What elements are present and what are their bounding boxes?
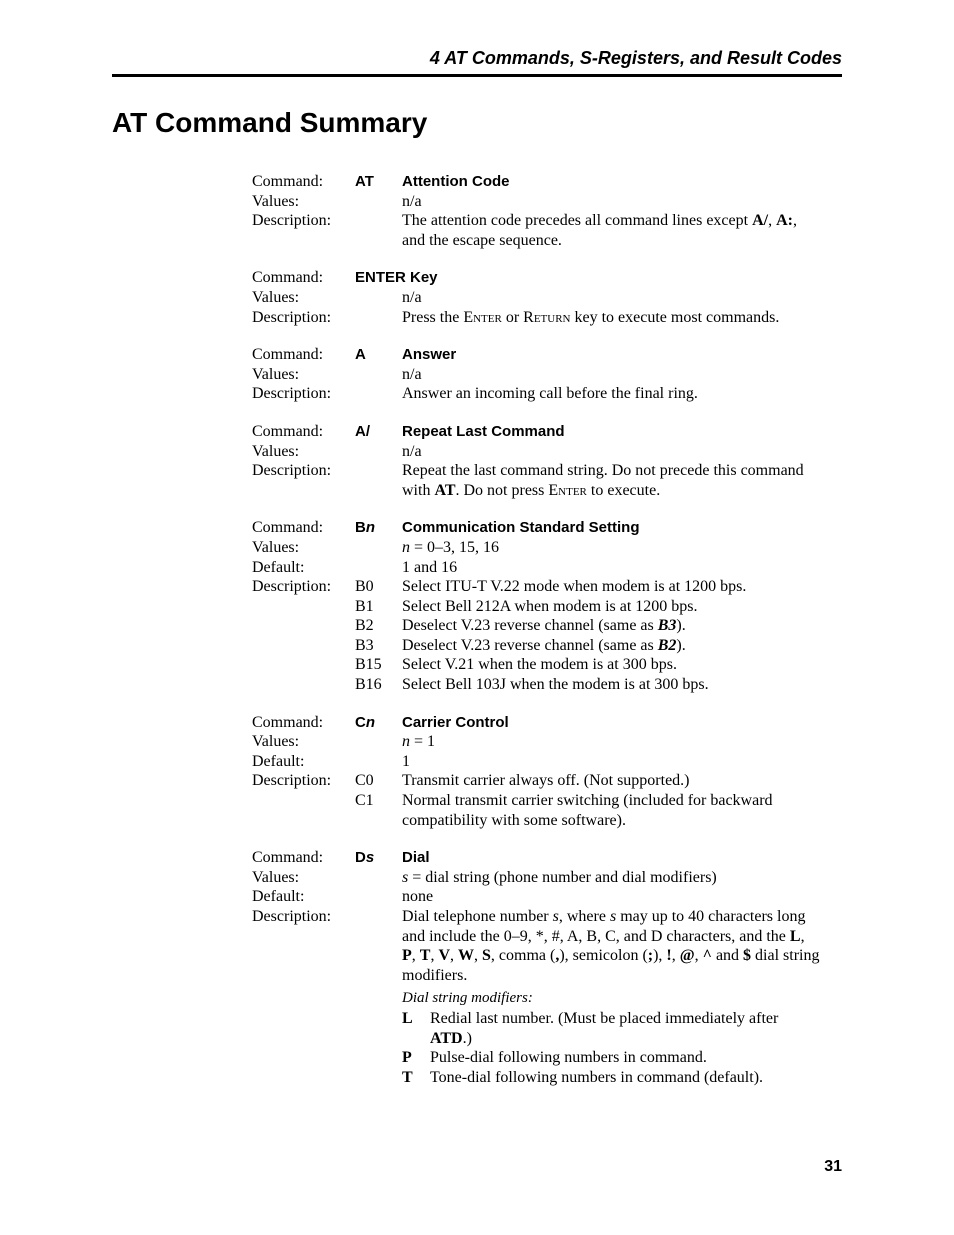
option-code: B15 (355, 656, 382, 674)
option-code: B0 (355, 578, 374, 596)
command-code: Cn (355, 713, 376, 731)
command-name: Dial (402, 849, 430, 867)
command-name: Answer (402, 346, 457, 364)
option-code: B16 (355, 676, 382, 694)
command-list (252, 172, 852, 1105)
values-text: n/a (402, 365, 422, 383)
command-label: Command: (252, 519, 324, 537)
description-label: Description: (252, 772, 332, 790)
values-label: Values: (252, 442, 300, 460)
option-code: C0 (355, 772, 374, 790)
description-text-cont: and the escape sequence. (402, 231, 562, 249)
command-name: Communication Standard Setting (402, 519, 640, 537)
values-label: Values: (252, 288, 300, 306)
values-label: Values: (252, 192, 300, 210)
default-text: none (402, 888, 434, 906)
option-text: Normal transmit carrier switching (included for backward (402, 792, 773, 810)
description-text-cont: modifiers. (402, 966, 468, 984)
modifier-item: L Redial last number. (Must be placed immediately after ATD.) (402, 1009, 779, 1047)
option-text: Select ITU-T V.22 mode when modem is at 1200 bps. (402, 578, 747, 596)
values-text: s = dial string (phone number and dial modifiers) (402, 868, 717, 886)
command-code: Bn (355, 519, 376, 537)
values-label: Values: (252, 733, 300, 751)
entry-bn (252, 518, 852, 694)
entry-enter (252, 268, 852, 327)
description-label: Description: (252, 908, 332, 925)
values-label: Values: (252, 365, 300, 383)
values-text: n = 0–3, 15, 16 (402, 538, 500, 556)
default-label: Default: (252, 752, 305, 770)
modifier-item: T Tone-dial following numbers in command (default). (402, 1068, 764, 1086)
entry-repeat (252, 422, 852, 500)
option-code: B3 (355, 636, 374, 654)
page-number: 31 (824, 1158, 842, 1175)
values-label: Values: (252, 538, 300, 556)
option-text-cont: compatibility with some software). (402, 811, 626, 829)
description-text: Press the Enter or Return key to execute most commands. (402, 308, 780, 326)
values-label: Values: (252, 868, 300, 886)
command-name: Repeat Last Command (402, 422, 565, 440)
description-label: Description: (252, 578, 332, 596)
option-text: Deselect V.23 reverse channel (same as B2). (402, 636, 686, 654)
values-text: n/a (402, 288, 422, 306)
page-title: AT Command Summary (112, 107, 428, 138)
command-code: A/ (355, 422, 370, 440)
description-label: Description: (252, 462, 332, 480)
command-label: Command: (252, 422, 324, 440)
values-text: n/a (402, 442, 422, 460)
default-label: Default: (252, 558, 305, 576)
default-text: 1 (402, 752, 410, 770)
option-text: Select Bell 212A when modem is at 1200 bps. (402, 597, 698, 615)
description-label: Description: (252, 308, 332, 326)
option-text: Select V.21 when the modem is at 300 bps. (402, 656, 677, 674)
values-text: n = 1 (402, 733, 436, 751)
description-text: The attention code precedes all command lines except A/, A:, (402, 212, 797, 230)
values-text: n/a (402, 192, 422, 210)
running-header: 4 AT Commands, S-Registers, and Result Codes (429, 48, 842, 68)
default-text: 1 and 16 (402, 558, 458, 576)
entry-at (252, 172, 852, 250)
option-code: C1 (355, 792, 374, 810)
command-label: Command: (252, 173, 324, 190)
command-label: Command: (252, 713, 324, 731)
description-label: Description: (252, 385, 332, 403)
command-label: Command: (252, 346, 324, 364)
entry-answer (252, 345, 852, 404)
option-text: Transmit carrier always off. (Not supported.) (402, 772, 690, 790)
command-label: Command: (252, 269, 324, 287)
option-code: B1 (355, 597, 374, 615)
description-text-cont: P, T, V, W, S, comma (,), semicolon (;), !, @, ^ and $ dial string (402, 947, 820, 965)
header-rule (112, 74, 842, 77)
description-label: Description: (252, 212, 332, 230)
default-label: Default: (252, 888, 305, 906)
description-text: Answer an incoming call before the final ring. (402, 385, 698, 403)
description-text-cont: with AT. Do not press Enter to execute. (402, 481, 661, 499)
command-code: AT (355, 173, 374, 190)
description-text-cont: and include the 0–9, *, #, A, B, C, and D characters, and the L, (402, 927, 805, 945)
description-text: Repeat the last command string. Do not precede this command (402, 462, 804, 480)
option-text: Deselect V.23 reverse channel (same as B3). (402, 617, 686, 635)
option-code: B2 (355, 617, 374, 635)
option-text: Select Bell 103J when the modem is at 300 bps. (402, 676, 709, 694)
command-code: Ds (355, 849, 375, 867)
command-name: Attention Code (402, 173, 510, 190)
command-code: A (355, 346, 366, 364)
command-name: ENTER Key (355, 269, 438, 287)
command-name: Carrier Control (402, 713, 509, 731)
description-text: Dial telephone number s, where s may up to 40 characters long (402, 908, 806, 925)
entry-ds (252, 848, 852, 1087)
modifier-item: P Pulse-dial following numbers in command. (402, 1049, 707, 1067)
entry-cn (252, 713, 852, 831)
command-label: Command: (252, 849, 324, 867)
modifiers-title: Dial string modifiers: (402, 990, 533, 1007)
